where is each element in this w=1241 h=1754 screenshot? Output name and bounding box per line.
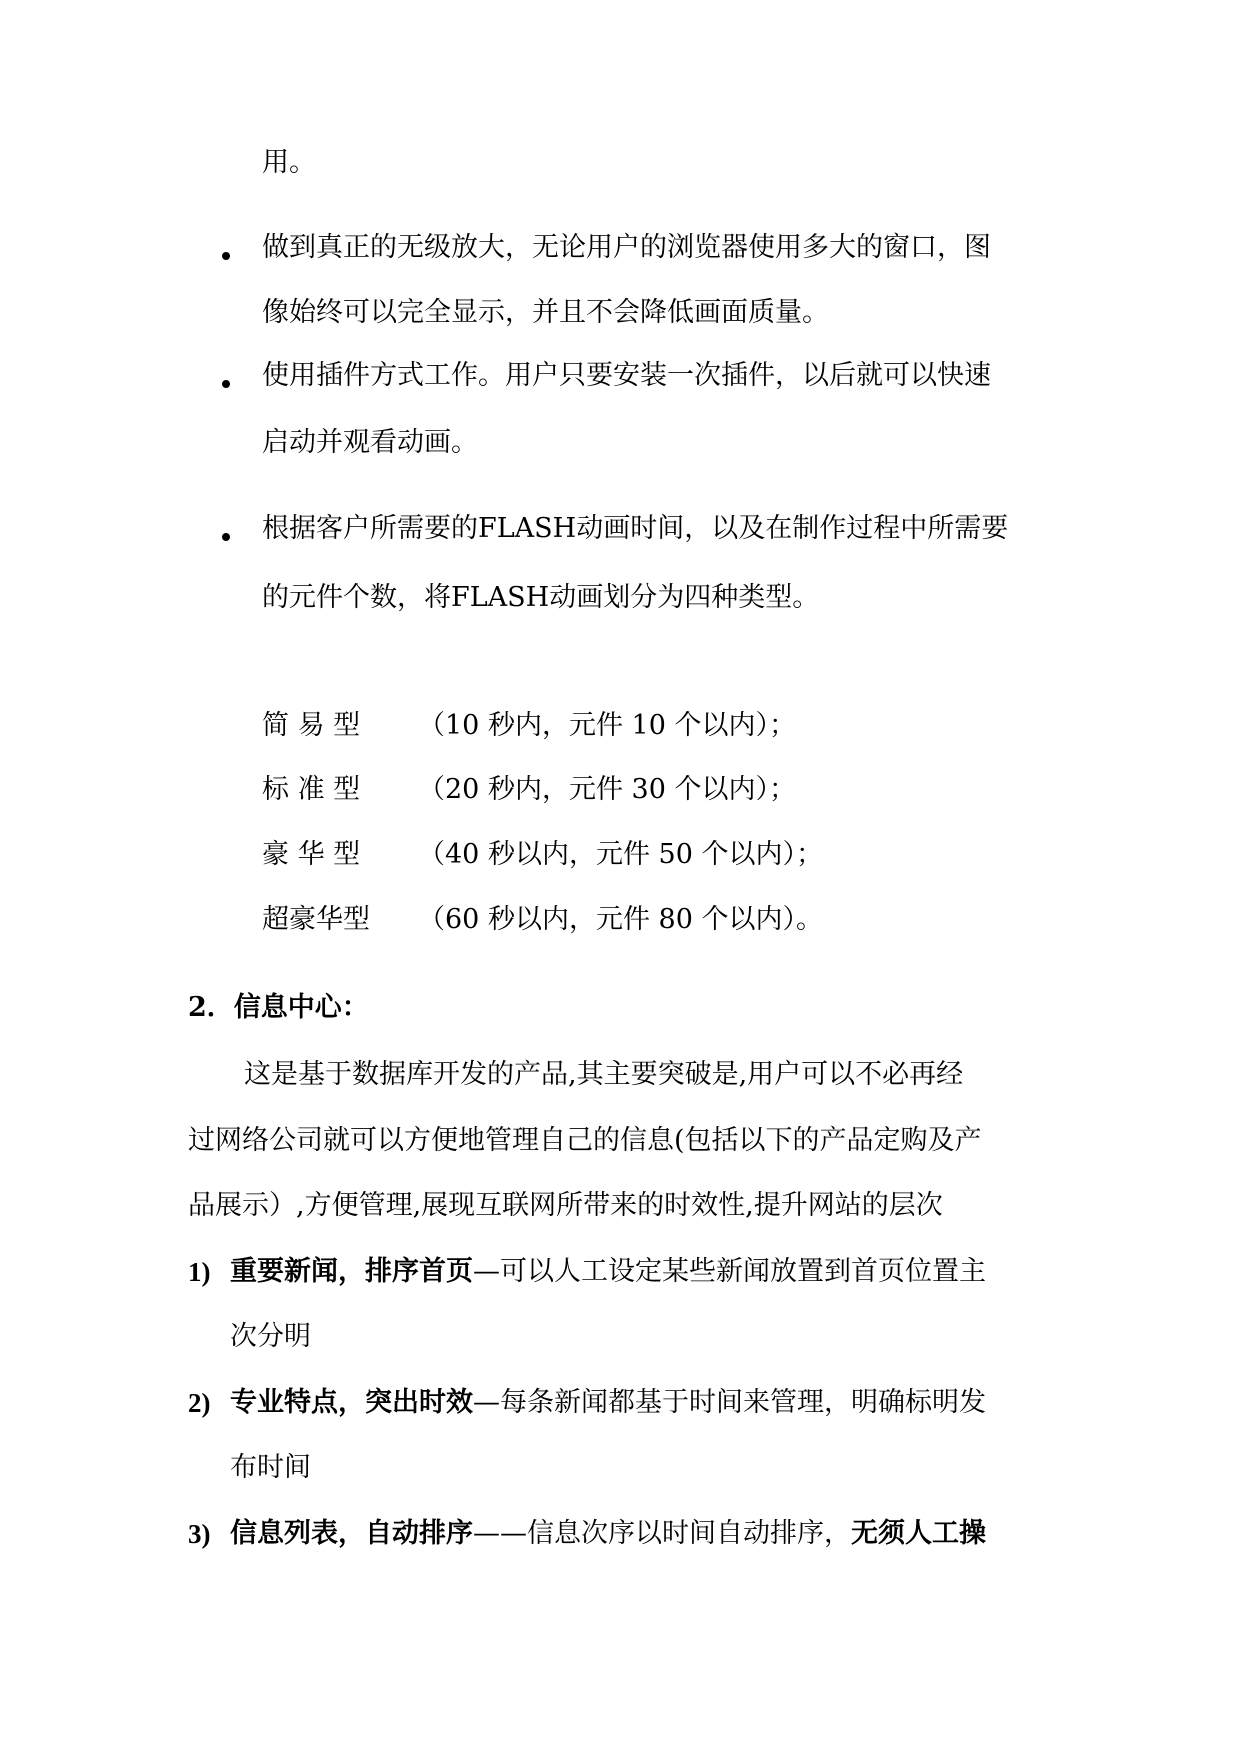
section-heading: 2．信息中心： (188, 992, 369, 1023)
item-number: 2) (188, 1388, 211, 1418)
item-text: —每条新闻都基于时间来管理，明确标明发 (473, 1387, 986, 1418)
bullet-dot (222, 533, 230, 541)
item-2-line-2: 布时间 (230, 1452, 311, 1483)
item-1-line-2: 次分明 (230, 1321, 311, 1352)
bullet-dot (222, 252, 230, 260)
type-name: 豪 华 型 (262, 839, 361, 870)
bullet-dot (222, 380, 230, 388)
type-description: （60 秒以内，元件 80 个以内）。 (418, 904, 823, 935)
paragraph-line-3: 品展示）,方便管理,展现互联网所带来的时效性,提升网站的层次 (188, 1190, 943, 1221)
bullet-3-line-1: 根据客户所需要的FLASH动画时间，以及在制作过程中所需要 (262, 513, 1009, 544)
item-2-line-1 (230, 1386, 986, 1420)
item-text: ——信息次序以时间自动排序， (473, 1518, 851, 1549)
continuation-text: 用。 (262, 147, 316, 178)
type-name: 超豪华型 (262, 904, 370, 935)
item-3-line-1 (230, 1517, 986, 1551)
paragraph-line-1: 这是基于数据库开发的产品,其主要突破是,用户可以不必再经 (244, 1059, 964, 1090)
type-description: （40 秒以内，元件 50 个以内）； (418, 839, 823, 870)
item-number: 1) (188, 1257, 211, 1287)
bullet-2-line-1: 使用插件方式工作。用户只要安装一次插件，以后就可以快速 (262, 360, 991, 391)
paragraph-line-2: 过网络公司就可以方便地管理自己的信息(包括以下的产品定购及产 (188, 1125, 982, 1156)
item-bold-title: 专业特点，突出时效 (230, 1387, 473, 1418)
item-bold-tail: 无须人工操 (851, 1518, 986, 1549)
item-bold-title: 信息列表，自动排序 (230, 1518, 473, 1549)
bullet-2-line-2: 启动并观看动画。 (262, 427, 478, 458)
item-bold-title: 重要新闻，排序首页 (230, 1256, 473, 1287)
type-description: （20 秒内，元件 30 个以内）； (418, 774, 796, 805)
type-name: 标 准 型 (262, 774, 361, 805)
type-name: 简 易 型 (262, 710, 361, 741)
bullet-3-line-2: 的元件个数，将FLASH动画划分为四种类型。 (262, 582, 820, 613)
item-text: —可以人工设定某些新闻放置到首页位置主 (473, 1256, 986, 1287)
type-description: （10 秒内，元件 10 个以内）； (418, 710, 796, 741)
bullet-1-line-2: 像始终可以完全显示，并且不会降低画面质量。 (262, 297, 829, 328)
bullet-1-line-1: 做到真正的无级放大，无论用户的浏览器使用多大的窗口，图 (262, 232, 991, 263)
item-number: 3) (188, 1519, 211, 1549)
item-1-line-1 (230, 1255, 986, 1289)
